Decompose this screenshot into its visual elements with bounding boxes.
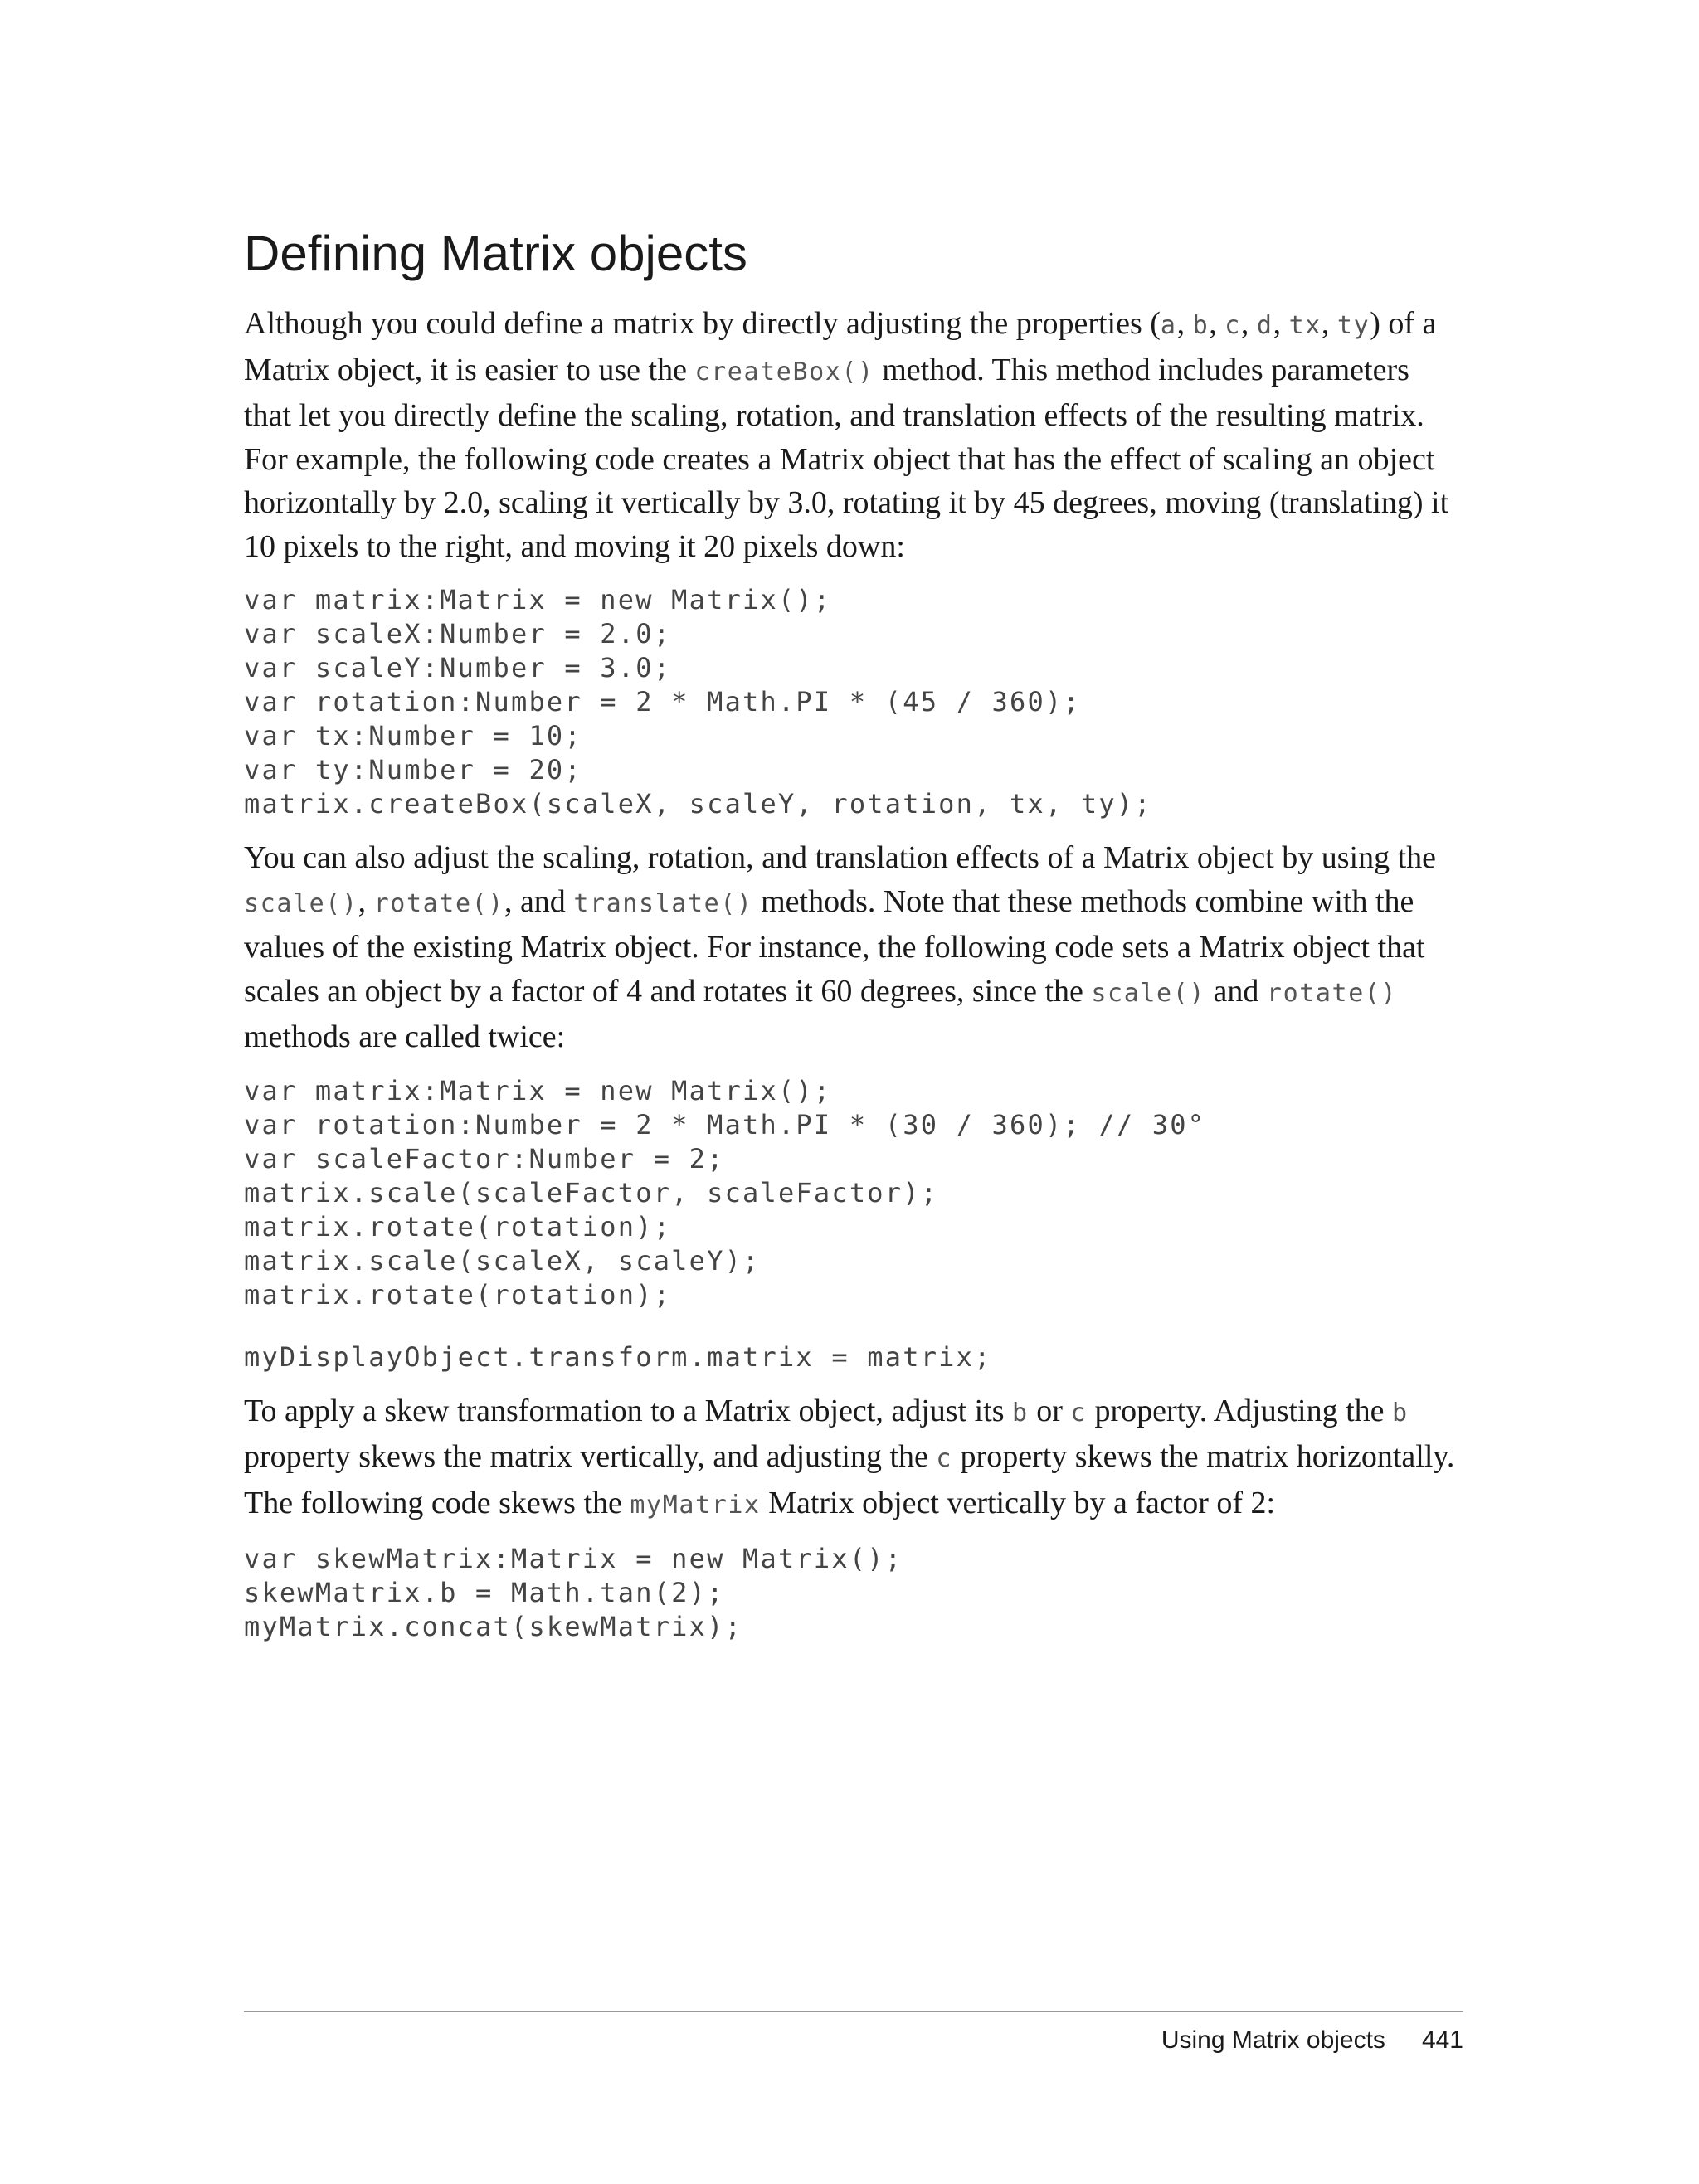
inline-code: c: [936, 1444, 953, 1473]
inline-code: b: [1192, 311, 1210, 340]
code-line: var scaleX:Number = 2.0;: [244, 618, 672, 649]
code-block-assign: [244, 1340, 1463, 1374]
inline-code: a: [1160, 311, 1177, 340]
paragraph-methods: [244, 836, 1463, 1059]
text-run: or: [1028, 1393, 1071, 1428]
text-run: ,: [1209, 306, 1225, 341]
code-block-scale-rotate: [244, 1074, 1463, 1312]
text-run: ,: [1321, 306, 1337, 341]
paragraph-intro: [244, 302, 1463, 568]
code-line: var skewMatrix:Matrix = new Matrix();: [244, 1543, 903, 1574]
inline-code: translate(): [573, 888, 753, 918]
text-run: , and: [504, 883, 574, 919]
inline-code: rotate(): [373, 888, 504, 918]
text-run: method. This method includes parameters that let you directly define the scaling, rotation, and translation effects of the resulting matrix. For example, the following code creates a Matrix object that has the effect of scaling an object horizontally by 2.0, scaling it vertically by 3.0, rotating it by 45 degrees, moving (translating) it 10 pixels to the right, and moving it 20 pixels down:: [244, 352, 1449, 564]
code-line: skewMatrix.b = Math.tan(2);: [244, 1577, 725, 1608]
inline-code: scale(): [244, 888, 358, 918]
inline-code: myMatrix: [630, 1490, 761, 1520]
code-line: var ty:Number = 20;: [244, 754, 582, 786]
code-line: var matrix:Matrix = new Matrix();: [244, 584, 832, 615]
text-run: ,: [1273, 306, 1289, 341]
section-heading: Defining Matrix objects: [244, 226, 747, 281]
inline-code: scale(): [1091, 978, 1206, 1008]
text-run: You can also adjust the scaling, rotation, and translation effects of a Matrix object by using the: [244, 840, 1437, 875]
code-line: matrix.scale(scaleFactor, scaleFactor);: [244, 1176, 939, 1209]
text-run: ,: [358, 883, 374, 919]
code-line: myMatrix.concat(skewMatrix);: [244, 1611, 743, 1642]
text-run: property skews the matrix horizontally. The following code skews the: [244, 1439, 1455, 1520]
text-run: ) of a Matrix object, it is easier to use the: [244, 306, 1437, 387]
code-line: var scaleFactor:Number = 2;: [244, 1142, 725, 1175]
footer-divider: [244, 2011, 1463, 2012]
footer-section-title: Using Matrix objects: [1161, 2026, 1385, 2054]
inline-code: b: [1392, 1398, 1409, 1428]
code-line: var rotation:Number = 2 * Math.PI * (30 / 360); // 30°: [244, 1108, 1206, 1141]
code-block-skew: [244, 1542, 1463, 1644]
inline-code: d: [1256, 311, 1273, 340]
inline-code: c: [1070, 1398, 1088, 1428]
text-run: ,: [1176, 306, 1193, 341]
inline-code: c: [1224, 311, 1241, 340]
inline-code: ty: [1336, 311, 1370, 340]
code-line: matrix.rotate(rotation);: [244, 1278, 672, 1311]
code-line: matrix.scale(scaleX, scaleY);: [244, 1244, 761, 1277]
code-line: matrix.createBox(scaleX, scaleY, rotation, tx, ty);: [244, 788, 1152, 820]
paragraph-skew: [244, 1389, 1463, 1528]
inline-code: createBox(): [694, 357, 874, 387]
code-line: var rotation:Number = 2 * Math.PI * (45 / 360);: [244, 686, 1081, 717]
inline-code: rotate(): [1266, 978, 1398, 1008]
text-run: methods. Note that these methods combine with the values of the existing Matrix object. For instance, the following code sets a Matrix object that scales an object by a factor of 4 and rotates it 60 degrees, since the: [244, 883, 1425, 1009]
text-run: To apply a skew transformation to a Matrix object, adjust its: [244, 1393, 1013, 1428]
code-line: matrix.rotate(rotation);: [244, 1210, 672, 1243]
page-content: [244, 224, 1463, 1644]
code-line: var scaleY:Number = 3.0;: [244, 652, 672, 683]
text-run: and: [1205, 973, 1267, 1009]
text-run: Although you could define a matrix by directly adjusting the properties (: [244, 306, 1161, 341]
text-run: property skews the matrix vertically, and adjusting the: [244, 1439, 937, 1474]
inline-code: tx: [1288, 311, 1322, 340]
inline-code: b: [1012, 1398, 1029, 1428]
page-footer: [1161, 2024, 1463, 2057]
text-run: property. Adjusting the: [1087, 1393, 1393, 1428]
text-run: ,: [1240, 306, 1257, 341]
code-line: var matrix:Matrix = new Matrix();: [244, 1074, 832, 1107]
text-run: methods are called twice:: [244, 1019, 566, 1054]
code-line: var tx:Number = 10;: [244, 720, 582, 752]
code-block-createbox: [244, 583, 1463, 821]
code-line: myDisplayObject.transform.matrix = matrix;: [244, 1340, 992, 1373]
page-number: 441: [1421, 2026, 1463, 2054]
text-run: Matrix object vertically by a factor of 2:: [760, 1485, 1276, 1520]
